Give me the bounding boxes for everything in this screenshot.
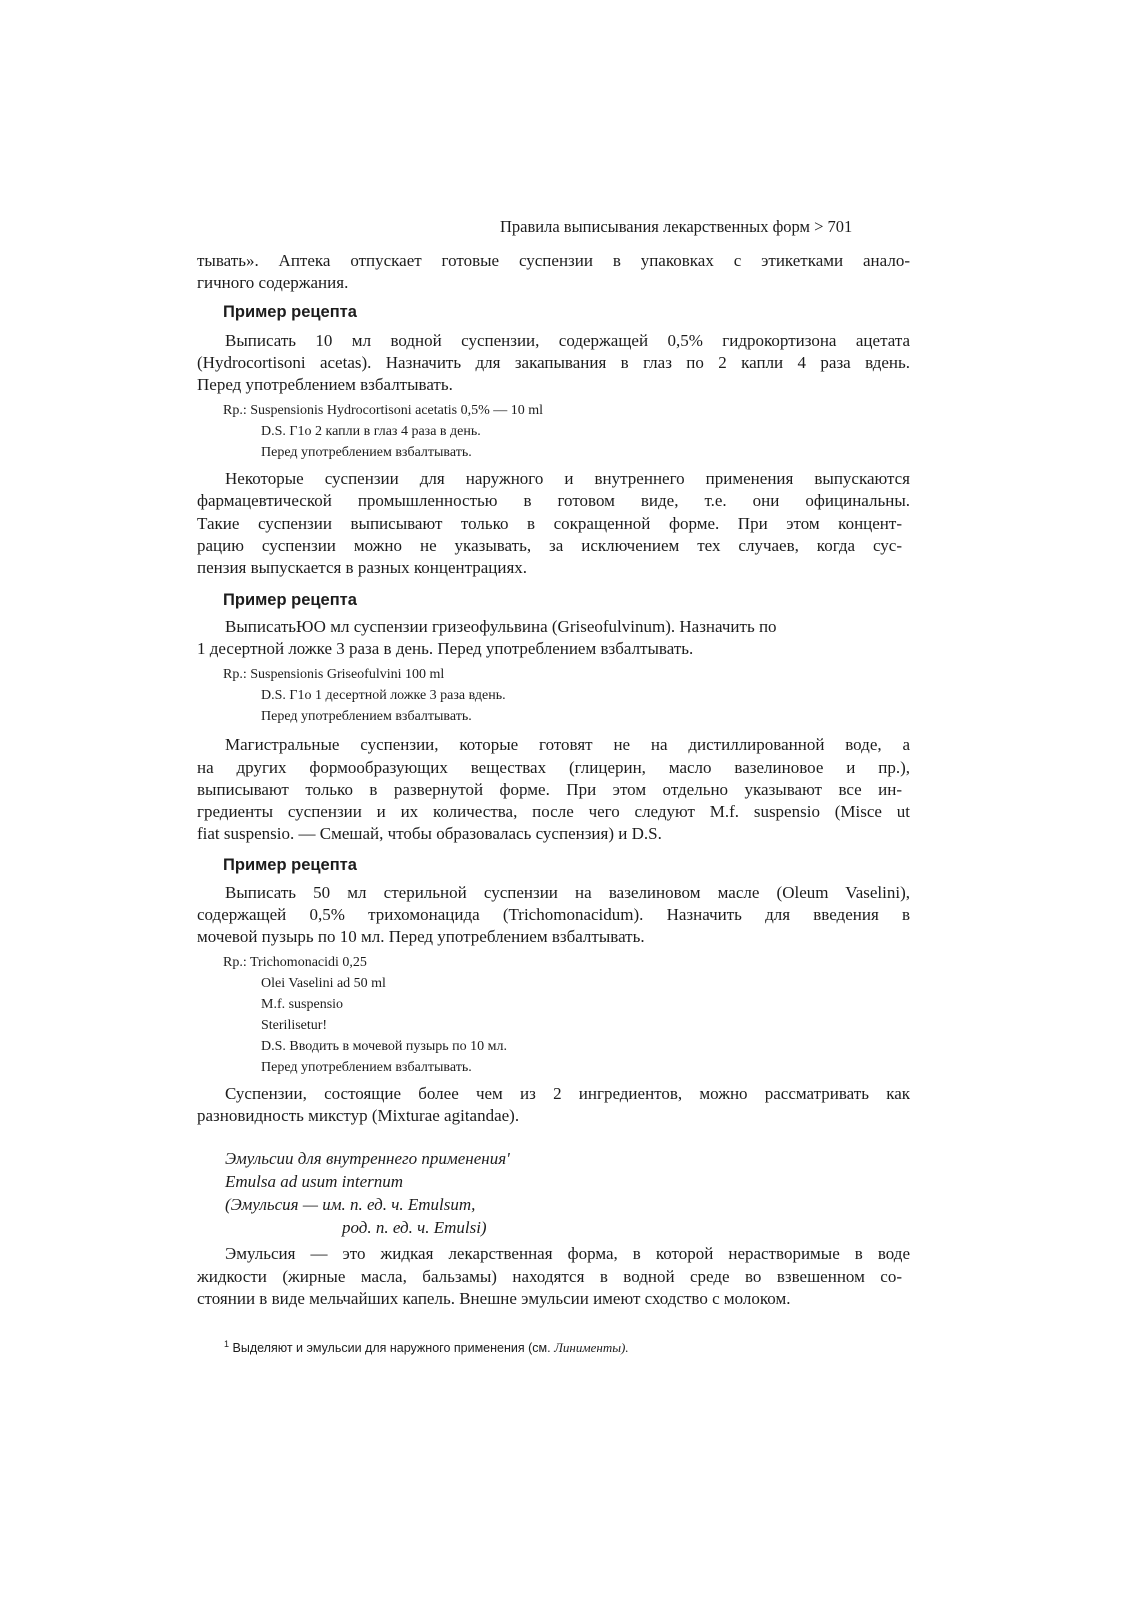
prescription-line: D.S. Г1о 1 десертной ложке 3 раза вдень. (261, 688, 506, 703)
section-title-line: Emulsa ad usum internum (225, 1172, 404, 1191)
text-line: жидкости (жирные масла, бальзамы) находятся в водной среде во взвешенном со- (197, 1267, 902, 1286)
task-line: содержащей 0,5% трихомонацида (Trichomonacidum). Назначить для введения в (197, 905, 910, 924)
text-line: тывать». Аптека отпускает готовые суспензии в упаковках с этикетками анало- (197, 251, 910, 270)
task-line: мочевой пузырь по 10 мл. Перед употреблением взбалтывать. (197, 927, 645, 946)
section-title-line: род. п. ед. ч. Emulsi) (342, 1218, 487, 1237)
example-heading: Пример рецепта (223, 591, 357, 609)
text-line: Некоторые суспензии для наружного и внутреннего применения выпускаются (225, 469, 910, 488)
prescription-line: Перед употреблением взбалтывать. (261, 1060, 472, 1075)
task-line: Перед употреблением взбалтывать. (197, 375, 453, 394)
footnote-marker: 1 (224, 1339, 230, 1349)
task-line: ВыписатьЮО мл суспензии гризеофульвина (Griseofulvinum). Назначить по (225, 617, 777, 636)
text-line: Эмульсия — это жидкая лекарственная форма, в которой нерастворимые в воде (225, 1244, 910, 1263)
prescription-line: Rp.: Suspensionis Hydrocortisoni acetatis 0,5% — 10 ml (223, 403, 544, 418)
prescription-line: Rp.: Trichomonacidi 0,25 (223, 955, 367, 970)
footnote-reference: Линименты). (554, 1340, 629, 1356)
text-line: fiat suspensio. — Смешай, чтобы образовалась суспензия) и D.S. (197, 824, 662, 843)
task-line: (Hydrocortisoni acetas). Назначить для закапывания в глаз по 2 капли 4 раза вдень. (197, 353, 910, 372)
text-line: на других формообразующих веществах (глицерин, масло вазелиновое и пр.), (197, 758, 910, 777)
section-title-line: (Эмульсия — им. п. ед. ч. Emulsum, (225, 1195, 476, 1214)
text-line: пензия выпускается в разных концентрациях. (197, 558, 528, 577)
text-line: фармацевтической промышленностью в готовом виде, т.е. они официнальны. (197, 491, 910, 510)
text-line: гредиенты суспензии и их количества, после чего следуют M.f. suspensio (Misce ut (197, 802, 910, 821)
text-line: Суспензии, состоящие более чем из 2 ингредиентов, можно рассматривать как (225, 1084, 910, 1103)
text-line: Такие суспензии выписывают только в сокращенной форме. При этом концент- (197, 514, 902, 533)
prescription-line: D.S. Г1о 2 капли в глаз 4 раза в день. (261, 424, 481, 439)
example-heading: Пример рецепта (223, 303, 357, 321)
text-line: выписывают только в развернутой форме. При этом отдельно указывают все ин- (197, 780, 902, 799)
prescription-line: D.S. Вводить в мочевой пузырь по 10 мл. (261, 1039, 507, 1054)
prescription-line: Sterilisetur! (261, 1018, 328, 1033)
running-header: Правила выписывания лекарственных форм > 701 (500, 217, 853, 236)
text-line: рацию суспензии можно не указывать, за исключением тех случаев, когда сус- (197, 536, 902, 555)
task-line: 1 десертной ложке 3 раза в день. Перед употреблением взбалтывать. (197, 639, 694, 658)
prescription-line: M.f. suspensio (261, 997, 344, 1012)
footnote (224, 1335, 629, 1357)
section-title-line: Эмульсии для внутреннего применения' (225, 1149, 510, 1168)
text-line: стоянии в виде мельчайших капель. Внешне эмульсии имеют сходство с молоком. (197, 1289, 791, 1308)
prescription-line: Перед употреблением взбалтывать. (261, 709, 472, 724)
prescription-line: Перед употреблением взбалтывать. (261, 445, 472, 460)
text-line: разновидность микстур (Mixturae agitandae). (197, 1106, 520, 1125)
example-heading: Пример рецепта (223, 856, 357, 874)
prescription-line: Olei Vaselini ad 50 ml (261, 976, 386, 991)
task-line: Выписать 50 мл стерильной суспензии на вазелиновом масле (Oleum Vaselini), (225, 883, 910, 902)
footnote-text: Выделяют и эмульсии для наружного применения (см. (232, 1341, 551, 1356)
task-line: Выписать 10 мл водной суспензии, содержащей 0,5% гидрокортизона ацетата (225, 331, 910, 350)
text-line: Магистральные суспензии, которые готовят не на дистиллированной воде, а (225, 735, 910, 754)
prescription-line: Rp.: Suspensionis Griseofulvini 100 ml (223, 667, 445, 682)
text-line: гичного содержания. (197, 273, 349, 292)
